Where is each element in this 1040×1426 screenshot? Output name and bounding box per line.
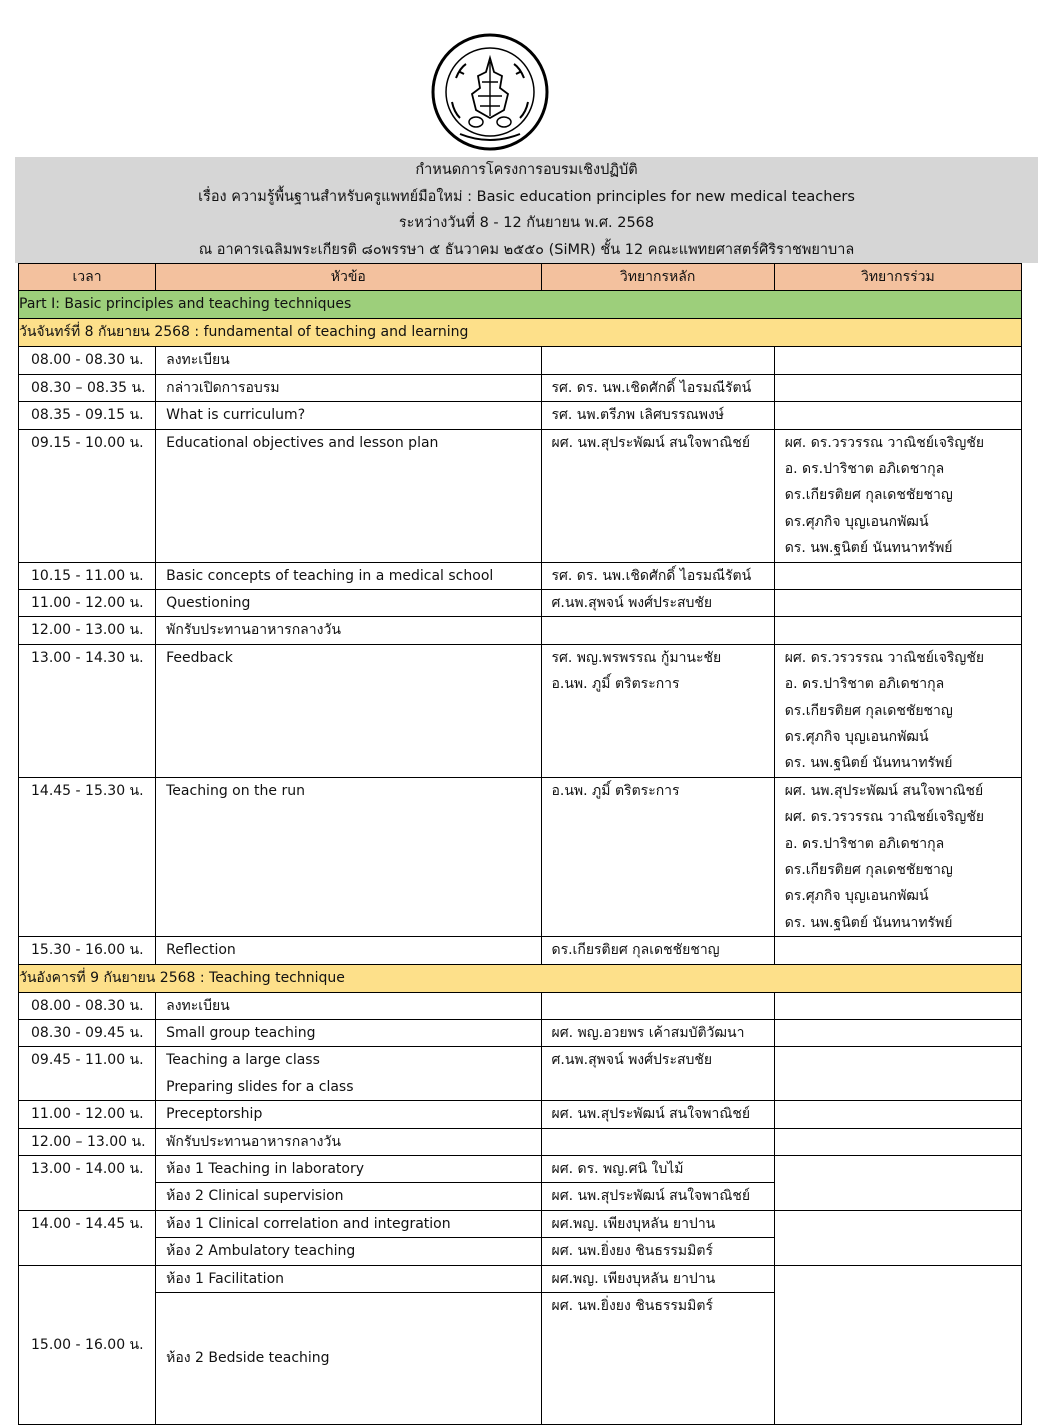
time-cell: 15.30 - 16.00 น.: [19, 937, 156, 964]
document-header: [15, 157, 1038, 263]
topic-cell: Small group teaching: [156, 1019, 541, 1046]
topic-cell: Teaching on the run: [156, 777, 541, 936]
university-seal-icon: [430, 32, 550, 152]
topic-cell: ห้อง 1 Clinical correlation and integration: [156, 1210, 541, 1237]
time-cell: 10.15 - 11.00 น.: [19, 562, 156, 589]
co-cell: [774, 1019, 1021, 1046]
topic-cell: [156, 1047, 541, 1101]
column-header-time: เวลา: [19, 264, 156, 291]
lead-cell: ผศ. นพ.ยิ่งยง ชินธรรมมิตร์: [541, 1238, 774, 1265]
co-cell: [774, 562, 1021, 589]
time-cell: 12.00 – 13.00 น.: [19, 1128, 156, 1155]
lead-cell: ผศ. พญ.อวยพร เค้าสมบัติวัฒนา: [541, 1019, 774, 1046]
co-cell: [774, 589, 1021, 616]
lead-cell: [541, 1128, 774, 1155]
time-cell: 08.30 - 09.45 น.: [19, 1019, 156, 1046]
table-row: [19, 1101, 1022, 1128]
lead-cell: รศ. ดร. นพ.เชิดศักดิ์ ไอรมณีรัตน์: [541, 374, 774, 401]
table-row: [19, 347, 1022, 374]
co-speaker: ผศ. ดร.วรวรรณ วาณิชย์เจริญชัย: [784, 809, 985, 826]
table-row: [19, 1019, 1022, 1046]
co-cell: [774, 777, 1021, 936]
co-speaker: ดร.เกียรติยศ กุลเดชชัยชาญ: [784, 487, 953, 504]
co-speaker: ผศ. ดร.วรวรรณ วาณิชย์เจริญชัย: [784, 434, 985, 451]
header-subject: เรื่อง ความรู้พื้นฐานสำหรับครูแพทย์มือใหม่ : Basic education principles for new medical teachers: [198, 188, 855, 205]
lead-cell: [541, 347, 774, 374]
lead-cell: ผศ. นพ.ยิ่งยง ชินธรรมมิตร์: [541, 1292, 774, 1424]
topic-cell: Questioning: [156, 589, 541, 616]
co-cell: [774, 374, 1021, 401]
lead-cell: ผศ. นพ.สุประพัฒน์ สนใจพาณิชย์: [541, 429, 774, 562]
topic-cell: Preceptorship: [156, 1101, 541, 1128]
time-cell: 15.00 - 16.00 น.: [19, 1265, 156, 1424]
topic-cell: พักรับประทานอาหารกลางวัน: [156, 1128, 541, 1155]
topic-cell: Feedback: [156, 644, 541, 777]
day1-title: วันจันทร์ที่ 8 กันยายน 2568 : fundamental of teaching and learning: [19, 319, 1022, 347]
co-speaker: ดร.เกียรติยศ กุลเดชชัยชาญ: [784, 702, 953, 719]
time-cell: 08.30 – 08.35 น.: [19, 374, 156, 401]
time-cell: 12.00 - 13.00 น.: [19, 617, 156, 644]
topic-cell: ห้อง 1 Teaching in laboratory: [156, 1155, 541, 1182]
table-row: [19, 402, 1022, 429]
lead-cell: [541, 992, 774, 1019]
header-venue: ณ อาคารเฉลิมพระเกียรติ ๘๐พรรษา ๕ ธันวาคม ๒๕๕๐ (SiMR) ชั้น 12 คณะแพทยศาสตร์ศิริราชพยาบาล: [198, 241, 855, 258]
column-header-co-speakers: วิทยากรร่วม: [774, 264, 1021, 291]
lead-cell: รศ. ดร. นพ.เชิดศักดิ์ ไอรมณีรัตน์: [541, 562, 774, 589]
co-cell: [774, 429, 1021, 562]
co-cell: [774, 402, 1021, 429]
part-row: [19, 291, 1022, 319]
time-cell: 08.35 - 09.15 น.: [19, 402, 156, 429]
header-dates: ระหว่างวันที่ 8 - 12 กันยายน พ.ศ. 2568: [398, 215, 655, 231]
day-row: [19, 964, 1022, 992]
lead-cell: ผศ.พญ. เพียงบุหลัน ยาปาน: [541, 1265, 774, 1292]
co-speaker: ดร.เกียรติยศ กุลเดชชัยชาญ: [784, 861, 953, 878]
co-speaker: ดร.ศุภกิจ บุญเอนกพัฒน์: [784, 728, 929, 745]
time-cell: 13.00 - 14.00 น.: [19, 1155, 156, 1210]
lead-cell: อ.นพ. ภูมิ์ ตริตระการ: [541, 777, 774, 936]
co-speaker: ผศ. ดร.วรวรรณ วาณิชย์เจริญชัย: [784, 649, 985, 666]
lead-cell: ผศ. นพ.สุประพัฒน์ สนใจพาณิชย์: [541, 1183, 774, 1210]
topic-cell: ห้อง 2 Clinical supervision: [156, 1183, 541, 1210]
column-header-topic: หัวข้อ: [156, 264, 541, 291]
topic-cell: Basic concepts of teaching in a medical school: [156, 562, 541, 589]
topic-cell: พักรับประทานอาหารกลางวัน: [156, 617, 541, 644]
time-cell: 09.45 - 11.00 น.: [19, 1047, 156, 1101]
co-speaker: ดร. นพ.ฐนิตย์ นันทนาทรัพย์: [784, 540, 953, 557]
co-cell: [774, 1265, 1021, 1424]
time-cell: 14.00 - 14.45 น.: [19, 1210, 156, 1265]
co-cell: [774, 347, 1021, 374]
table-row: [19, 937, 1022, 964]
lead-cell: [541, 644, 774, 777]
co-speaker: ดร.ศุภกิจ บุญเอนกพัฒน์: [784, 513, 929, 530]
time-cell: 14.45 - 15.30 น.: [19, 777, 156, 936]
table-row: [19, 644, 1022, 777]
lead-cell: ศ.นพ.สุพจน์ พงศ์ประสบชัย: [541, 1047, 774, 1101]
time-cell: 11.00 - 12.00 น.: [19, 589, 156, 616]
lead-cell: ผศ. นพ.สุประพัฒน์ สนใจพาณิชย์: [541, 1101, 774, 1128]
topic-cell: ห้อง 2 Ambulatory teaching: [156, 1238, 541, 1265]
co-speaker: ดร. นพ.ฐนิตย์ นันทนาทรัพย์: [784, 914, 953, 931]
topic-cell: กล่าวเปิดการอบรม: [156, 374, 541, 401]
co-cell: [774, 1155, 1021, 1210]
table-row: [19, 562, 1022, 589]
column-header-lead-speaker: วิทยากรหลัก: [541, 264, 774, 291]
co-speaker: ผศ. นพ.สุประพัฒน์ สนใจพาณิชย์: [784, 782, 984, 799]
table-row: [19, 1155, 1022, 1182]
part-title: Part I: Basic principles and teaching techniques: [19, 291, 1022, 319]
topic-cell: ลงทะเบียน: [156, 347, 541, 374]
lead-cell: ศ.นพ.สุพจน์ พงศ์ประสบชัย: [541, 589, 774, 616]
table-row: [19, 1047, 1022, 1101]
time-cell: 08.00 - 08.30 น.: [19, 347, 156, 374]
topic-cell: Reflection: [156, 937, 541, 964]
header-title: กำหนดการโครงการอบรมเชิงปฏิบัติ: [415, 162, 638, 178]
time-cell: 09.15 - 10.00 น.: [19, 429, 156, 562]
co-speaker: อ. ดร.ปาริชาต อภิเดชากุล: [784, 835, 945, 852]
topic-cell: ห้อง 2 Bedside teaching: [156, 1292, 541, 1424]
lead-speaker: อ.นพ. ภูมิ์ ตริตระการ: [551, 676, 680, 693]
schedule-table: [18, 263, 1022, 1425]
co-cell: [774, 617, 1021, 644]
table-row: [19, 1265, 1022, 1292]
co-cell: [774, 937, 1021, 964]
co-cell: [774, 1047, 1021, 1101]
table-row: [19, 1210, 1022, 1237]
topic-line: Teaching a large class: [166, 1052, 320, 1069]
lead-speaker: รศ. พญ.พรพรรณ กู้มานะชัย: [551, 649, 722, 666]
co-speaker: ดร. นพ.ฐนิตย์ นันทนาทรัพย์: [784, 755, 953, 772]
lead-cell: ผศ.พญ. เพียงบุหลัน ยาปาน: [541, 1210, 774, 1237]
co-cell: [774, 1101, 1021, 1128]
day-row: [19, 319, 1022, 347]
table-row: [19, 589, 1022, 616]
topic-cell: Educational objectives and lesson plan: [156, 429, 541, 562]
time-cell: 11.00 - 12.00 น.: [19, 1101, 156, 1128]
co-cell: [774, 1210, 1021, 1265]
co-speaker: อ. ดร.ปาริชาต อภิเดชากุล: [784, 676, 945, 693]
mahidol-university-seal: [430, 32, 550, 152]
table-row: [19, 1128, 1022, 1155]
lead-cell: [541, 617, 774, 644]
co-speaker: ดร.ศุภกิจ บุญเอนกพัฒน์: [784, 888, 929, 905]
co-speaker: อ. ดร.ปาริชาต อภิเดชากุล: [784, 461, 945, 478]
time-cell: 08.00 - 08.30 น.: [19, 992, 156, 1019]
table-row: [19, 374, 1022, 401]
table-row: [19, 617, 1022, 644]
lead-cell: ผศ. ดร. พญ.ศนิ ใบไม้: [541, 1155, 774, 1182]
table-header-row: [19, 264, 1022, 291]
table-row: [19, 429, 1022, 562]
topic-cell: What is curriculum?: [156, 402, 541, 429]
topic-cell: ลงทะเบียน: [156, 992, 541, 1019]
co-cell: [774, 644, 1021, 777]
table-row: [19, 992, 1022, 1019]
co-cell: [774, 992, 1021, 1019]
day2-title: วันอังคารที่ 9 กันยายน 2568 : Teaching technique: [19, 964, 1022, 992]
co-cell: [774, 1128, 1021, 1155]
topic-line: Preparing slides for a class: [166, 1078, 354, 1095]
lead-cell: รศ. นพ.ตรีภพ เลิศบรรณพงษ์: [541, 402, 774, 429]
topic-cell: ห้อง 1 Facilitation: [156, 1265, 541, 1292]
table-row: [19, 777, 1022, 936]
lead-cell: ดร.เกียรติยศ กุลเดชชัยชาญ: [541, 937, 774, 964]
time-cell: 13.00 - 14.30 น.: [19, 644, 156, 777]
